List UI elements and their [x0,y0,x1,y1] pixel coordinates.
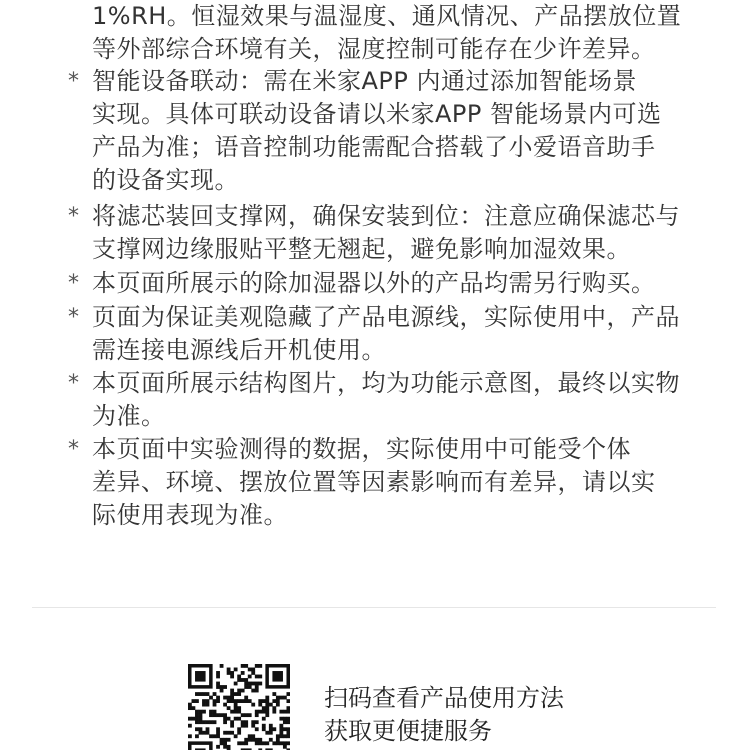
qr-caption [324,682,564,748]
bullet-star: * [68,204,79,229]
qr-code-icon [188,664,290,750]
bullet-star: * [68,69,79,94]
note-line: 本页面中实验测得的数据，实际使用中可能受个体 [92,435,631,463]
note-line: 需连接电源线后开机使用。 [92,336,386,364]
note-text [92,200,692,266]
bullet-star: * [68,371,79,396]
note-line: 本页面所展示结构图片，均为功能示意图，最终以实物 [92,369,680,397]
note-text [92,301,692,367]
note-line: 本页面所展示的除加湿器以外的产品均需另行购买。 [92,269,656,297]
bullet-star: * [68,437,79,462]
qr-code-graphic [188,664,290,750]
note-line: 等外部综合环境有关，湿度控制可能存在少许差异。 [92,35,656,63]
note-text [92,65,692,197]
qr-caption-line1: 扫码查看产品使用方法 [324,684,564,712]
note-line: 将滤芯装回支撑网，确保安装到位：注意应确保滤芯与 [92,202,680,230]
note-line: 差异、环境、摆放位置等因素影响而有差异，请以实 [92,468,656,496]
bullet-star: * [68,271,79,296]
section-divider [32,607,716,608]
note-line: 为准。 [92,402,166,430]
note-line: 的设备实现。 [92,166,239,194]
note-text [92,267,692,300]
note-line: 页面为保证美观隐藏了产品电源线，实际使用中，产品 [92,303,680,331]
note-line: 际使用表现为准。 [92,501,288,529]
note-line: 支撑网边缘服贴平整无翘起，避免影响加湿效果。 [92,235,631,263]
note-line: 实现。具体可联动设备请以米家APP 智能场景内可选 [92,100,662,128]
note-text [92,0,692,66]
note-line: 智能设备联动：需在米家APP 内通过添加智能场景 [92,67,637,95]
note-text [92,367,692,433]
note-line: 产品为准；语音控制功能需配合搭载了小爱语音助手 [92,133,656,161]
note-line: 1%RH。恒湿效果与温湿度、通风情况、产品摆放位置 [92,2,682,30]
qr-caption-line2: 获取更便捷服务 [324,717,492,745]
note-text [92,433,692,532]
bullet-star: * [68,305,79,330]
